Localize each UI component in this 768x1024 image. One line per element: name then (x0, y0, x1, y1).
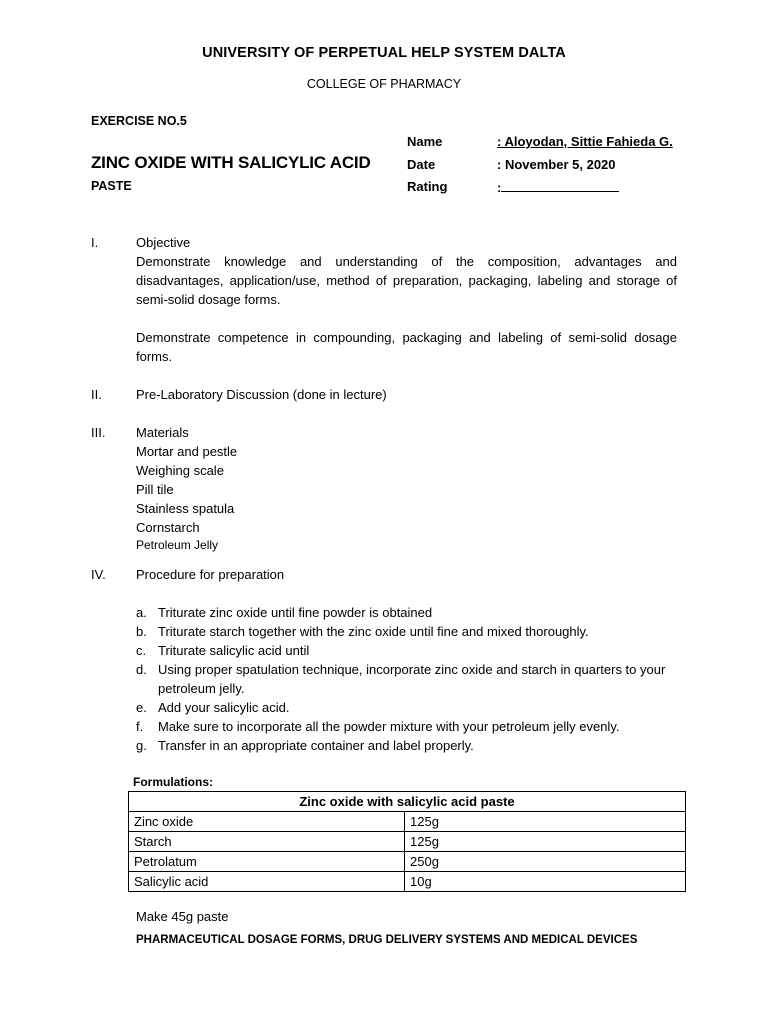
rating-value (497, 179, 619, 195)
formulations-label: Formulations: (133, 775, 213, 789)
procedure-heading: Procedure for preparation (136, 567, 285, 582)
procedure-step (136, 660, 681, 698)
material-item: Weighing scale (136, 463, 224, 478)
university-name: UNIVERSITY OF PERPETUAL HELP SYSTEM DALTA (202, 45, 566, 61)
procedure-step (136, 717, 681, 736)
step-text: Triturate salicylic acid until (158, 643, 310, 658)
objective-paragraph-2: Demonstrate competence in compounding, packaging and labeling of semi-solid dosage forms. (136, 330, 677, 364)
step-letter: e. (136, 700, 147, 715)
amount-cell: 10g (405, 872, 686, 892)
exercise-title: ZINC OXIDE WITH SALICYLIC ACID (91, 153, 371, 172)
step-text: Make sure to incorporate all the powder mixture with your petroleum jelly evenly. (158, 719, 620, 734)
step-text: Transfer in an appropriate container and label properly. (158, 738, 474, 753)
rating-label: Rating (407, 179, 448, 194)
ingredient-cell: Salicylic acid (129, 872, 405, 892)
procedure-step (136, 698, 681, 717)
table-header-row (129, 792, 686, 812)
material-item: Pill tile (136, 482, 174, 497)
college-name: COLLEGE OF PHARMACY (306, 77, 462, 91)
procedure-step (136, 736, 681, 755)
step-text: Triturate starch together with the zinc oxide until fine and mixed thoroughly. (158, 624, 589, 639)
objective-numeral: I. (91, 235, 99, 250)
amount-cell: 125g (405, 812, 686, 832)
rating-colon: : (497, 180, 502, 195)
name-value: : Aloyodan, Sittie Fahieda G. (497, 134, 673, 149)
material-item: Petroleum Jelly (136, 538, 219, 552)
step-text: Triturate zinc oxide until fine powder is obtained (158, 605, 433, 620)
objective-heading: Objective (136, 235, 191, 250)
step-letter: b. (136, 624, 147, 639)
step-text: Using proper spatulation technique, incorporate zinc oxide and starch in quarters to your petroleum jelly. (158, 662, 666, 696)
formulation-table-title: Zinc oxide with salicylic acid paste (129, 792, 686, 812)
ingredient-cell: Petrolatum (129, 852, 405, 872)
amount-cell: 250g (405, 852, 686, 872)
step-letter: g. (136, 738, 147, 753)
amount-cell: 125g (405, 832, 686, 852)
make-note: Make 45g paste (136, 909, 229, 924)
step-letter: a. (136, 605, 147, 620)
step-text: Add your salicylic acid. (158, 700, 290, 715)
rating-blank-line (501, 179, 619, 192)
table-row (129, 872, 686, 892)
exercise-subtitle: PASTE (91, 179, 132, 193)
ingredient-cell: Starch (129, 832, 405, 852)
objective-paragraph-1: Demonstrate knowledge and understanding of the composition, advantages and disadvantages, application/use, method of preparation, packaging, labeling and storage of semi-solid dosage forms. (136, 254, 677, 307)
table-row (129, 852, 686, 872)
step-letter: f. (136, 719, 144, 734)
step-letter: d. (136, 662, 147, 677)
materials-numeral: III. (91, 425, 106, 440)
exercise-number: EXERCISE NO.5 (91, 114, 187, 128)
date-value: : November 5, 2020 (497, 157, 616, 172)
name-label: Name (407, 134, 443, 149)
formulation-table (128, 791, 686, 892)
course-footer: PHARMACEUTICAL DOSAGE FORMS, DRUG DELIVERY SYSTEMS AND MEDICAL DEVICES (136, 934, 638, 946)
date-label: Date (407, 157, 436, 172)
material-item: Mortar and pestle (136, 444, 238, 459)
procedure-steps (136, 603, 681, 755)
procedure-step (136, 641, 681, 660)
ingredient-cell: Zinc oxide (129, 812, 405, 832)
step-letter: c. (136, 643, 147, 658)
material-item: Cornstarch (136, 520, 200, 535)
procedure-step (136, 603, 681, 622)
table-row (129, 812, 686, 832)
material-item: Stainless spatula (136, 501, 235, 516)
prelab-heading: Pre-Laboratory Discussion (done in lecture) (136, 387, 387, 402)
procedure-step (136, 622, 681, 641)
materials-heading: Materials (136, 425, 189, 440)
prelab-numeral: II. (91, 387, 102, 402)
procedure-numeral: IV. (91, 567, 106, 582)
table-row (129, 832, 686, 852)
